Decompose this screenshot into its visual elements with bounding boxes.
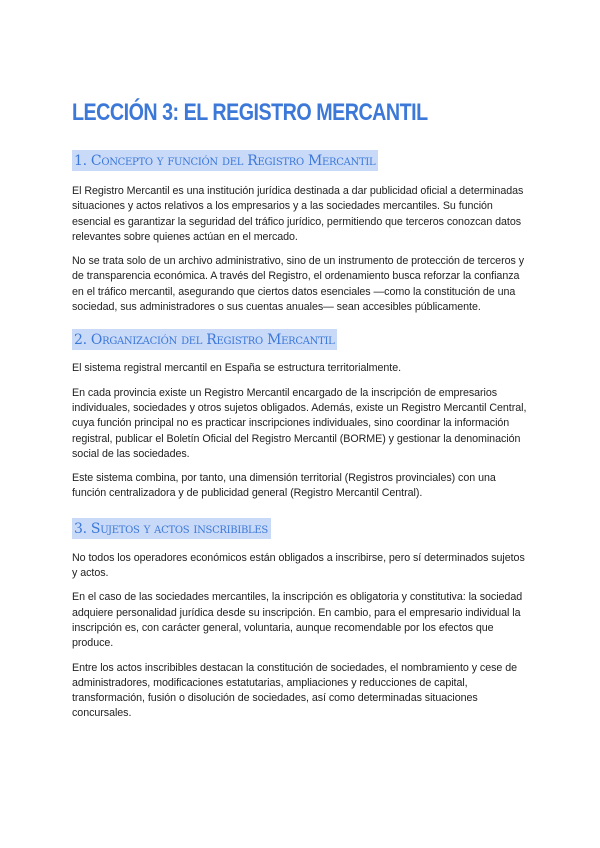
paragraph: No todos los operadores económicos están obligados a inscribirse, pero sí determinados sujetos y actos.	[72, 551, 525, 580]
section-concepto	[72, 150, 528, 315]
paragraph: No se trata solo de un archivo administrativo, sino de un instrumento de protección de terceros y de transparencia económica. A través del Registro, el ordenamiento busca reforzar la confianza en el tráfico mercantil, asegurando que ciertos datos esenciales —como la constitución de una sociedad, sus administradores o sus cuentas anuales— sean accesibles públicamente.	[72, 255, 524, 314]
paragraph: En el caso de las sociedades mercantiles, la inscripción es obligatoria y constitutiva: la sociedad adquiere personalidad jurídica desde su inscripción. En cambio, para el empresario individual la inscripción es, con carácter general, voluntaria, aunque recomendable por los efectos que produce.	[72, 591, 523, 650]
section-heading: 2. Organización del Registro Mercantil	[72, 329, 337, 350]
section-heading-wrap	[72, 518, 528, 542]
section-organizacion	[72, 329, 528, 501]
section-heading-wrap	[72, 150, 528, 174]
paragraph: En cada provincia existe un Registro Mercantil encargado de la inscripción de empresarios individuales, sociedades y otros sujetos obligados. Además, existe un Registro Mercantil Central, cuya función principal no es practicar inscripciones individuales, sino coordinar la información registral, publicar el Boletín Oficial del Registro Mercantil (BORME) y gestionar la denominación social de las sociedades.	[72, 386, 527, 460]
section-heading: 1. Concepto y función del Registro Mercantil	[72, 150, 378, 171]
paragraph: Entre los actos inscribibles destacan la constitución de sociedades, el nombramiento y cese de administradores, modificaciones estatutarias, ampliaciones y reducciones de capital, transformación, fusión o disolución de sociedades, así como determinadas situaciones concursales.	[72, 661, 518, 720]
document-title: LECCIÓN 3: EL REGISTRO MERCANTIL	[72, 99, 428, 126]
section-heading-wrap	[72, 329, 528, 353]
section-sujetos	[72, 518, 528, 722]
document-page	[72, 96, 528, 722]
paragraph: El Registro Mercantil es una institución jurídica destinada a dar publicidad oficial a determinadas situaciones y actos relativos a los empresarios y a las sociedades mercantiles. Su función esencial es garantizar la seguridad del tráfico jurídico, permitiendo que terceros conozcan datos relevantes sobre quienes actúan en el mercado.	[72, 185, 524, 243]
paragraph: El sistema registral mercantil en España se estructura territorialmente.	[72, 362, 402, 375]
paragraph: Este sistema combina, por tanto, una dimensión territorial (Registros provinciales) con una función centralizadora y de publicidad general (Registro Mercantil Central).	[72, 472, 496, 500]
section-heading: 3. Sujetos y actos inscribibles	[72, 518, 271, 539]
